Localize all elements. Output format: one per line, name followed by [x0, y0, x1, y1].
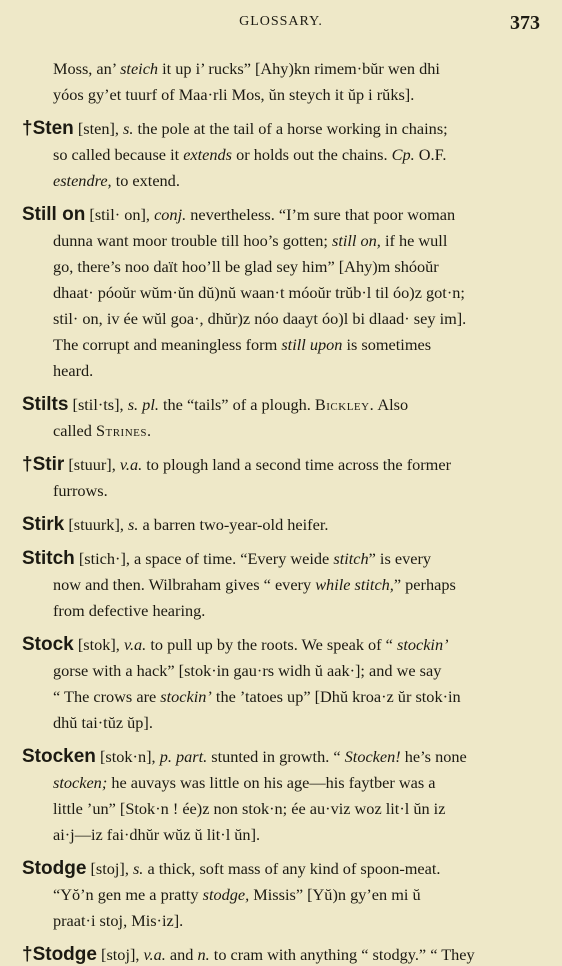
text-line [53, 824, 260, 846]
text-run: [sten], [73, 119, 124, 138]
text-run: “ The crows are [53, 687, 161, 706]
text-run: yóos gy’et tuurf of Maa·rli Mos, ŭn steych it ŭp i rŭks]. [53, 85, 415, 104]
italic-text: n. [197, 945, 210, 964]
text-line [53, 84, 414, 106]
text-run: to extend. [111, 171, 180, 190]
text-line [22, 394, 408, 416]
text-run: Moss, an’ [53, 59, 121, 78]
text-line [53, 600, 205, 622]
italic-text: v.a. [143, 945, 166, 964]
italic-text: Cp. [391, 145, 415, 164]
text-run: a barren two-year-old heifer. [138, 515, 329, 534]
text-run: it up i’ rucks” [Ahy)kn rimem·bŭr wen dhi [158, 59, 440, 78]
small-caps-text: Bickley. [314, 395, 375, 414]
text-line [53, 772, 436, 794]
text-run: [stil· on], [85, 205, 155, 224]
text-line [53, 334, 431, 356]
text-run: The corrupt and meaningless form [53, 335, 282, 354]
running-title: GLOSSARY. [239, 14, 323, 29]
italic-text: stitch [333, 549, 369, 568]
text-run: [stil·ts], [68, 395, 128, 414]
text-run: gorse with a hack” [stok·in gau·rs widh ŭ aak·]; and we say [53, 661, 442, 680]
text-line [53, 308, 466, 330]
italic-text: still on, [332, 231, 381, 250]
text-run: dhŭ tai·tŭz ŭp]. [53, 713, 153, 732]
text-line [22, 454, 451, 476]
headword: Stirk [22, 514, 65, 535]
text-line [53, 884, 421, 906]
italic-text: v.a. [123, 635, 147, 654]
text-run: furrows. [53, 481, 108, 500]
text-line [22, 204, 455, 226]
text-run: [stoj], [86, 859, 133, 878]
text-run: [stuur], [64, 455, 120, 474]
text-run: praat·i stoj, Mis·iz]. [53, 911, 184, 930]
text-run: a thick, soft mass of any kind of spoon-meat. [143, 859, 441, 878]
text-line [53, 230, 447, 252]
italic-text: Stocken! [344, 747, 401, 766]
text-line [53, 574, 456, 596]
headword: Stitch [22, 548, 75, 569]
text-line [53, 910, 183, 932]
text-run: the “tails” of a plough. [158, 395, 315, 414]
headword: Still on [22, 204, 86, 225]
italic-text: v.a. [119, 455, 143, 474]
italic-text: stockin’ [160, 687, 212, 706]
text-run: or holds out the chains. [232, 145, 392, 164]
text-run: to plough land a second time across the former [142, 455, 451, 474]
page-number: 373 [510, 12, 540, 34]
text-line [22, 548, 431, 570]
text-run: if he wull [380, 231, 448, 250]
text-run: so called because it [53, 145, 184, 164]
italic-text: s. pl. [127, 395, 159, 414]
text-run: ai·j—iz fai·dhŭr wŭz ŭ lit·l ŭn]. [53, 825, 261, 844]
text-run: Also [374, 395, 409, 414]
italic-text: s. [132, 859, 144, 878]
text-line [22, 746, 467, 768]
text-run: ” perhaps [393, 575, 456, 594]
headword: Stock [22, 634, 74, 655]
small-caps-text: Strines. [95, 421, 152, 440]
italic-text: still upon [281, 335, 343, 354]
text-run: dunna want moor trouble till hoo’s gotten; [53, 231, 333, 250]
headword: Stodge [22, 858, 87, 879]
text-run: now and then. Wilbraham gives “ every [53, 575, 316, 594]
text-line [53, 420, 152, 442]
text-run: to cram with anything “ stodgy.” “ They [209, 945, 475, 964]
text-line [53, 660, 441, 682]
running-header [0, 12, 562, 34]
text-run: [stok·n], [95, 747, 160, 766]
text-run: the pole at the tail of a horse working in chains; [133, 119, 448, 138]
text-line [22, 944, 475, 966]
text-line [53, 282, 465, 304]
text-line [53, 686, 461, 708]
text-run: [stoj], [96, 945, 144, 964]
italic-text: stocken; [53, 773, 108, 792]
text-line [53, 798, 445, 820]
text-line [53, 256, 439, 278]
text-run: he’s none [400, 747, 467, 766]
text-line [22, 118, 448, 140]
text-run: ” is every [368, 549, 432, 568]
italic-text: extends [183, 145, 233, 164]
italic-text: s. [128, 515, 139, 534]
italic-text: stodge, [202, 885, 250, 904]
italic-text: s. [123, 119, 134, 138]
italic-text: estendre, [53, 171, 112, 190]
text-run: Missis” [Yŭ)n gy’en mi ŭ [249, 885, 421, 904]
italic-text: while stitch, [315, 575, 394, 594]
text-run: stunted in growth. “ [207, 747, 345, 766]
text-run: the ’tatoes up” [Dhŭ kroa·z ŭr stok·in [211, 687, 461, 706]
text-run: called [53, 421, 96, 440]
text-line [53, 170, 180, 192]
italic-text: p. part. [159, 747, 208, 766]
text-run: from defective hearing. [53, 601, 206, 620]
headword: †Stir [22, 454, 65, 475]
text-run: [stuurk], [64, 515, 129, 534]
text-run: O.F. [414, 145, 447, 164]
headword: †Sten [22, 118, 74, 139]
text-run: and [165, 945, 198, 964]
text-line [53, 712, 153, 734]
headword: Stilts [22, 394, 69, 415]
text-run: he auvays was little on his age—his faytber was a [107, 773, 436, 792]
text-line [53, 144, 446, 166]
headword: †Stodge [22, 944, 97, 965]
italic-text: conj. [154, 205, 187, 224]
text-line [53, 58, 440, 80]
text-line [22, 634, 449, 656]
text-run: heard. [53, 361, 94, 380]
headword: Stocken [22, 746, 96, 767]
text-line [53, 480, 108, 502]
text-run: nevertheless. “I’m sure that poor woman [186, 205, 456, 224]
text-line [22, 858, 440, 880]
text-run: [stich·], a space of time. “Every weide [74, 549, 334, 568]
text-line [22, 514, 328, 536]
text-run: is sometimes [342, 335, 432, 354]
text-run: “Yŏ’n gen me a pratty [53, 885, 203, 904]
italic-text: stockin’ [396, 635, 449, 654]
text-run: go, there’s noo daït hoo’ll be glad sey him” [Ahy)m shóoŭr [53, 257, 439, 276]
text-line [53, 360, 93, 382]
text-run: dhaat· póoŭr wŭm·ŭn dŭ)nŭ waan·t móoŭr trŭb·l til óo)z got·n; [53, 283, 465, 302]
text-run: stil· on, iv ée wŭl goa·, dhŭr)z nóo daayt óo)l bi dlaad· sey im]. [53, 309, 467, 328]
text-run: [stok], [73, 635, 124, 654]
text-run: to pull up by the roots. We speak of “ [146, 635, 397, 654]
text-run: little ’un” [Stok·n ! ée)z non stok·n; ée au·viz woz lit·l ŭn iz [53, 799, 446, 818]
italic-text: steich [120, 59, 159, 78]
